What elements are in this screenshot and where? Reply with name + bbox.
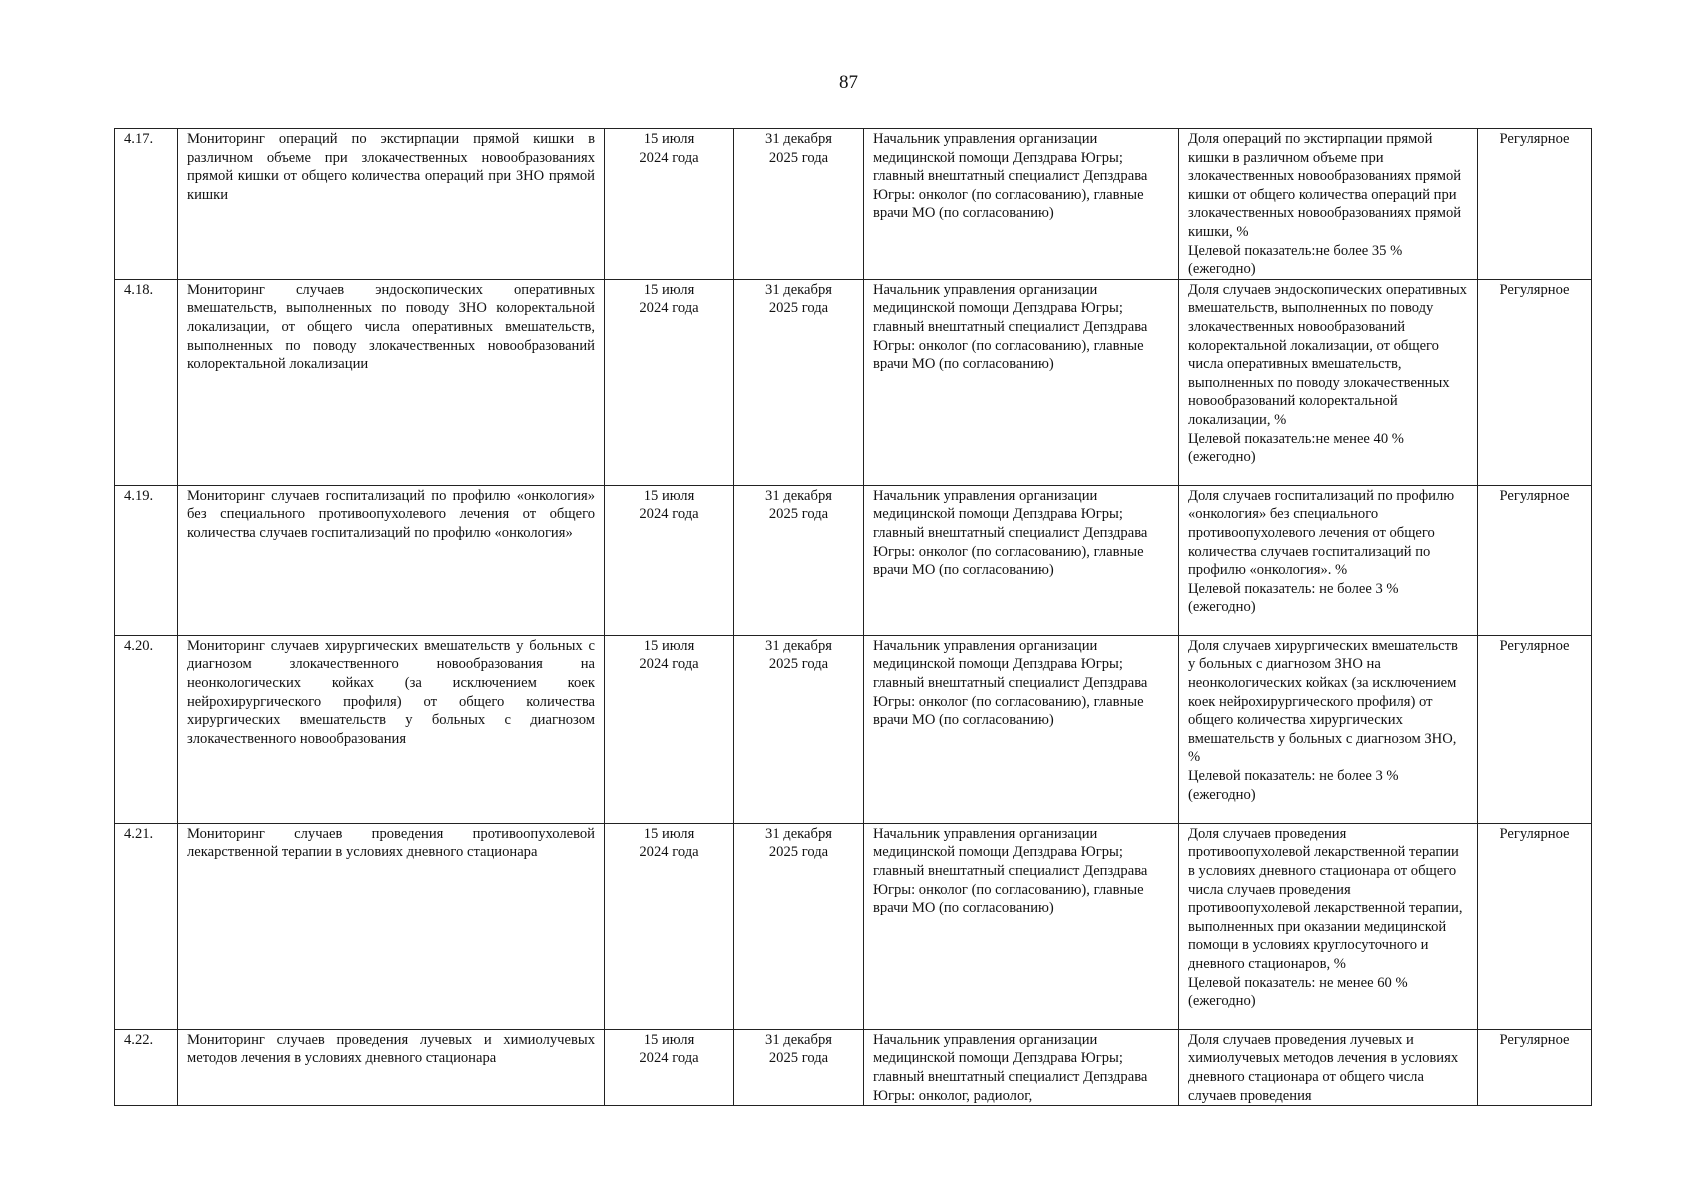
- indicator-text: Доля операций по экстирпации прямой кишки в различном объеме при злокачественных новообразованиях прямой кишки от общего количества операций при злокачественных новообразованиях прямой кишки, %: [1188, 131, 1462, 240]
- row-number: 4.17.: [115, 129, 178, 280]
- table-row: [115, 485, 1592, 635]
- row-number: 4.22.: [115, 1029, 178, 1105]
- indicator: [1179, 1029, 1478, 1105]
- start-date: 15 июля 2024 года: [605, 279, 734, 485]
- measure-description: Мониторинг случаев проведения лучевых и химиолучевых методов лечения в условиях дневного стационара: [178, 1029, 605, 1105]
- indicator: [1179, 129, 1478, 280]
- target-value: Целевой показатель: не более 3 % (ежегодно): [1188, 767, 1399, 803]
- start-date: 15 июля 2024 года: [605, 485, 734, 635]
- table-row: [115, 823, 1592, 1029]
- start-date: 15 июля 2024 года: [605, 635, 734, 823]
- end-date: 31 декабря 2025 года: [734, 823, 864, 1029]
- table-row: [115, 1029, 1592, 1105]
- indicator-text: Доля случаев проведения противоопухолевой лекарственной терапии в условиях дневного стационара от общего числа случаев проведения противоопухолевой лекарственной терапии, выполненных при оказании медицинской помощи в условиях круглосуточного и дневного стационаров, %: [1188, 825, 1463, 972]
- end-date: 31 декабря 2025 года: [734, 1029, 864, 1105]
- end-date: 31 декабря 2025 года: [734, 635, 864, 823]
- responsible-persons: Начальник управления организации медицинской помощи Депздрава Югры; главный внештатный специалист Депздрава Югры: онколог (по согласованию), главные врачи МО (по согласованию): [864, 279, 1179, 485]
- table-row: [115, 635, 1592, 823]
- start-date: 15 июля 2024 года: [605, 129, 734, 280]
- responsible-persons: Начальник управления организации медицинской помощи Депздрава Югры; главный внештатный специалист Депздрава Югры: онколог, радиолог,: [864, 1029, 1179, 1105]
- page-number: 87: [839, 72, 858, 93]
- target-value: Целевой показатель:не более 35 % (ежегодно): [1188, 242, 1403, 278]
- target-value: Целевой показатель: не менее 60 % (ежегодно): [1188, 974, 1408, 1010]
- row-number: 4.18.: [115, 279, 178, 485]
- indicator: [1179, 823, 1478, 1029]
- start-date: 15 июля 2024 года: [605, 1029, 734, 1105]
- measure-description: Мониторинг случаев проведения противоопухолевой лекарственной терапии в условиях дневного стационара: [178, 823, 605, 1029]
- row-number: 4.21.: [115, 823, 178, 1029]
- indicator-text: Доля случаев эндоскопических оперативных вмешательств, выполненных по поводу злокачественных новообразований колоректальной локализации, от общего числа оперативных вмешательств, выполненных по поводу злокачественных новообразований колоректальной локализации, %: [1188, 281, 1467, 428]
- indicator: [1179, 635, 1478, 823]
- frequency: Регулярное: [1478, 129, 1592, 280]
- frequency: Регулярное: [1478, 823, 1592, 1029]
- measure-description: Мониторинг случаев эндоскопических оперативных вмешательств, выполненных по поводу ЗНО колоректальной локализации, от общего числа оперативных вмешательств, выполненных по поводу злокачественных новообразований колоректальной локализации: [178, 279, 605, 485]
- indicator: [1179, 485, 1478, 635]
- frequency: Регулярное: [1478, 1029, 1592, 1105]
- row-number: 4.20.: [115, 635, 178, 823]
- measure-description: Мониторинг случаев хирургических вмешательств у больных с диагнозом злокачественного новообразования на неонкологических койках (за исключением коек нейрохирургического профиля) от общего количества хирургических вмешательств у больных с диагнозом злокачественного новообразования: [178, 635, 605, 823]
- table-row: [115, 279, 1592, 485]
- frequency: Регулярное: [1478, 279, 1592, 485]
- frequency: Регулярное: [1478, 485, 1592, 635]
- frequency: Регулярное: [1478, 635, 1592, 823]
- target-value: Целевой показатель: не более 3 % (ежегодно): [1188, 580, 1399, 616]
- responsible-persons: Начальник управления организации медицинской помощи Депздрава Югры; главный внештатный специалист Депздрава Югры: онколог (по согласованию), главные врачи МО (по согласованию): [864, 635, 1179, 823]
- indicator-text: Доля случаев госпитализаций по профилю «онкология» без специального противоопухолевого лечения от общего количества случаев госпитализаций по профилю «онкология». %: [1188, 487, 1455, 579]
- indicator: [1179, 279, 1478, 485]
- indicator-text: Доля случаев проведения лучевых и химиолучевых методов лечения в условиях дневного стационара от общего числа случаев проведения: [1188, 1031, 1459, 1104]
- start-date: 15 июля 2024 года: [605, 823, 734, 1029]
- measure-description: Мониторинг случаев госпитализаций по профилю «онкология» без специального противоопухолевого лечения от общего количества случаев госпитализаций по профилю «онкология»: [178, 485, 605, 635]
- monitoring-plan-table: [114, 128, 1592, 1106]
- responsible-persons: Начальник управления организации медицинской помощи Депздрава Югры; главный внештатный специалист Депздрава Югры: онколог (по согласованию), главные врачи МО (по согласованию): [864, 485, 1179, 635]
- end-date: 31 декабря 2025 года: [734, 485, 864, 635]
- table-row: [115, 129, 1592, 280]
- row-number: 4.19.: [115, 485, 178, 635]
- measure-description: Мониторинг операций по экстирпации прямой кишки в различном объеме при злокачественных новообразованиях прямой кишки от общего количества операций при ЗНО прямой кишки: [178, 129, 605, 280]
- responsible-persons: Начальник управления организации медицинской помощи Депздрава Югры; главный внештатный специалист Депздрава Югры: онколог (по согласованию), главные врачи МО (по согласованию): [864, 129, 1179, 280]
- end-date: 31 декабря 2025 года: [734, 279, 864, 485]
- end-date: 31 декабря 2025 года: [734, 129, 864, 280]
- responsible-persons: Начальник управления организации медицинской помощи Депздрава Югры; главный внештатный специалист Депздрава Югры: онколог (по согласованию), главные врачи МО (по согласованию): [864, 823, 1179, 1029]
- target-value: Целевой показатель:не менее 40 % (ежегодно): [1188, 430, 1404, 466]
- indicator-text: Доля случаев хирургических вмешательств у больных с диагнозом ЗНО на неонкологических койках (за исключением коек нейрохирургического профиля) от общего количества хирургических вмешательств у больных с диагнозом ЗНО, %: [1188, 637, 1458, 766]
